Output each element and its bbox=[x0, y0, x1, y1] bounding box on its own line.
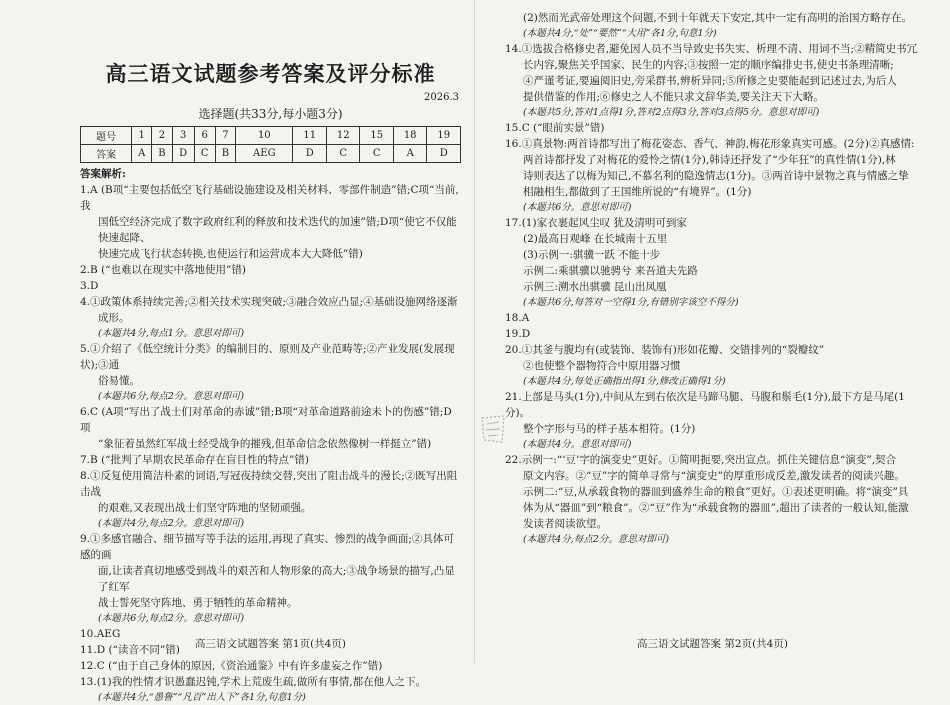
answer-continuation: 诗则表达了以梅为知己,不慕名利的隐逸情志(1分)。③两首诗中景物之真与情感之挚 bbox=[523, 170, 909, 182]
question-number-cell: 15 bbox=[360, 127, 393, 145]
answer-item: 22.示例一:“‘豆’字的演变史”更好。①简明扼要,突出宣点。抓住关键信息“演变”,契合 bbox=[505, 454, 897, 466]
answer-item: 4.①政策体系持续完善;②相关技术实现突破;③融合效应凸显;④基础设施网络逐渐 bbox=[80, 296, 458, 308]
page-title: 高三语文试题参考答案及评分标准 bbox=[105, 61, 436, 86]
row-label-question: 题号 bbox=[81, 127, 132, 145]
answer-item: 6.C (A项“写出了战士们对革命的赤诚”错;B项“对革命道路前途未卜的伤感”错;D项 bbox=[80, 406, 452, 434]
answer-table bbox=[80, 126, 461, 163]
scoring-note: (本题共6分,每点2分。意思对即可) bbox=[98, 391, 245, 402]
exam-date: 2026.3 bbox=[424, 92, 459, 103]
answer-item: 18.A bbox=[505, 312, 530, 324]
question-number-cell: 6 bbox=[194, 127, 215, 145]
question-number-row bbox=[81, 127, 461, 145]
answer-continuation: 发读者阅读欲望。 bbox=[523, 518, 607, 530]
answer-continuation: 提供借鉴的作用;⑥修史之人不能只求文辞华美,要关注天下大略。 bbox=[523, 91, 824, 103]
answer-cell: C bbox=[326, 145, 359, 163]
scoring-note: (本题共6分。意思对即可) bbox=[523, 202, 632, 213]
question-number-cell: 1 bbox=[132, 127, 152, 145]
answer-continuation: 整个字形与马的样子基本相符。(1分) bbox=[523, 423, 696, 435]
question-number-cell: 7 bbox=[215, 127, 235, 145]
question-number-cell: 3 bbox=[172, 127, 194, 145]
answer-cell: D bbox=[172, 145, 194, 163]
question-number-cell: 18 bbox=[393, 127, 426, 145]
answer-item: 1.A (B项“主要包括低空飞行基础设施建设及相关材料、零部件制造”错;C项“当前,我 bbox=[80, 184, 459, 212]
answer-item: 17.(1)家衣裹起风尘叹 犹及清明可到家 bbox=[505, 217, 687, 229]
answer-cell: A bbox=[393, 145, 426, 163]
answer-item: 14.①选拔合格修史者,避免因人员不当导致史书失实、析理不清、用词不当;②精简史书冗 bbox=[505, 43, 918, 55]
answer-continuation: 成形。 bbox=[98, 312, 130, 324]
answer-continuation: ④严谨考证,要遍阅旧史,旁采群书,辨析异同;⑤所修之史要能起到记述过去,为后人 bbox=[523, 75, 897, 87]
answer-continuation: 示例二:乘骐骥以驰骋兮 来吾道夫先路 bbox=[523, 265, 698, 277]
answer-continuation: 的艰难,又表现出战士们坚守阵地的坚韧顽强。 bbox=[98, 502, 312, 514]
analysis-heading: 答案解析: bbox=[80, 168, 126, 180]
scoring-note: (本题共4分,“愚鲁”“凡百”出人下”各1分,句意1分) bbox=[98, 692, 306, 703]
scoring-note: (本题共5分,答对1点得1分,答对2点得3分,答对3点得5分。意思对即可) bbox=[523, 107, 820, 118]
answer-item: 8.①反复使用简洁朴素的词语,写冠夜持续交替,突出了阻击战斗的漫长;②既写出阻击战 bbox=[80, 470, 458, 498]
scoring-note: (本题共4分,每点2分。意思对即可) bbox=[523, 534, 670, 545]
answer-item: 16.①真景物:两首诗都写出了梅花姿态、香气、神韵,梅花形象真实可感。(2分)②真感情: bbox=[505, 138, 915, 150]
scoring-note: (本题共4分,每点2分。意思对即可) bbox=[98, 518, 245, 529]
question-number-cell: 11 bbox=[293, 127, 326, 145]
scoring-note: (本题共4分,每处正确指出得1分,修改正确得1分) bbox=[523, 376, 726, 387]
answer-item: 7.B (“批判了早期农民革命存在盲目性的特点”错) bbox=[80, 454, 309, 466]
question-number-cell: 2 bbox=[152, 127, 172, 145]
answer-continuation: (2)然而光武帝处理这个问题,不到十年就天下安定,其中一定有高明的治国方略存在。 bbox=[523, 12, 913, 24]
row-label-answer: 答案 bbox=[81, 145, 132, 163]
answer-page-1 bbox=[0, 0, 475, 703]
answer-cell: B bbox=[152, 145, 172, 163]
answer-continuation: 相融相生,都做到了王国维所说的“有境界”。(1分) bbox=[523, 186, 752, 198]
ink-stamp-mark bbox=[478, 412, 508, 446]
answer-continuation: 快速完成飞行状态转换,也使运行和运营成本大大降低”错) bbox=[98, 248, 363, 260]
answer-item: 13.(1)我的性情才识愚蠢迟钝,学术上荒废生疏,做所有事情,都在他人之下。 bbox=[80, 676, 427, 688]
answer-cell: A bbox=[132, 145, 152, 163]
scoring-note: (本题共6分,每点2分。意思对即可) bbox=[98, 613, 245, 624]
page-footer-left: 高三语文试题答案 第1页(共4页) bbox=[195, 638, 346, 650]
answer-continuation: 体为从“器皿”到“粮食”。②“豆”作为“承载食物的器皿”,超出了读者的一般认知,能激 bbox=[523, 502, 909, 514]
answer-continuation: 面,让读者真切地感受到战斗的艰苦和人物形象的高大;③战争场景的描写,凸显了红军 bbox=[98, 565, 455, 593]
answer-item: 19.D bbox=[505, 328, 531, 340]
question-number-cell: 12 bbox=[326, 127, 359, 145]
answer-item: 21.上部是马头(1分),中间从左到右依次是马蹄马腿、马腹和鬃毛(1分),最下方是马尾(1分)。 bbox=[505, 391, 905, 419]
answer-continuation: ②也使整个器物符合中原用器习惯 bbox=[523, 360, 681, 372]
answer-item: 9.①多感官融合、细节描写等手法的运用,再现了真实、惨烈的战争画面;②具体可感的画 bbox=[80, 533, 454, 561]
answer-cell: C bbox=[360, 145, 393, 163]
answer-item: 10.AEG bbox=[80, 628, 121, 640]
answer-item: 5.①介绍了《低空统计分类》的编制目的、原则及产业范畴等;②产业发展(发展现状);③通 bbox=[80, 343, 455, 371]
page-footer-right: 高三语文试题答案 第2页(共4页) bbox=[637, 638, 788, 650]
answer-cell: C bbox=[194, 145, 215, 163]
answer-item: 2.B (“也难以在现实中落地使用”错) bbox=[80, 264, 246, 276]
answer-cell: AEG bbox=[236, 145, 293, 163]
answer-continuation: 战士誓死坚守阵地、勇于牺牲的革命精神。 bbox=[98, 597, 298, 609]
answer-continuation: (2)最高日观峰 在长城南十五里 bbox=[523, 233, 668, 245]
answer-continuation: 俗易懂。 bbox=[98, 375, 140, 387]
scoring-note: (本题共6分,每答对一空得1分,有错别字该空不得分) bbox=[523, 297, 739, 308]
answer-continuation: 原文内容。②“豆”字的简单寻常与“演变史”的厚重形成反差,激发读者的阅读兴趣。 bbox=[523, 470, 905, 482]
question-number-cell: 19 bbox=[427, 127, 461, 145]
left-answer-list bbox=[80, 182, 461, 705]
answer-item: 20.①其釜与腹均有(或装饰、装饰有)形如花瓣、交错排列的“裂瓣纹” bbox=[505, 344, 825, 356]
answer-continuation: “象征着虽然红军战士经受战争的摧残,但革命信念依然像树一样挺立”错) bbox=[98, 438, 432, 450]
answer-cell: D bbox=[427, 145, 461, 163]
section-subtitle: 选择题(共33分,每小题3分) bbox=[198, 107, 343, 121]
scoring-note: (本题共4分,每点1分。意思对即可) bbox=[98, 328, 245, 339]
answer-item: 15.C (“眼前实景”错) bbox=[505, 122, 605, 134]
answer-item: 3.D bbox=[80, 280, 99, 292]
scoring-note: (本题共4分。意思对即可) bbox=[523, 439, 632, 450]
answer-cell: B bbox=[215, 145, 235, 163]
question-number-cell: 10 bbox=[236, 127, 293, 145]
scoring-note: (本题共4分,“处”“要然”“大用”各1分,句意1分) bbox=[523, 28, 717, 39]
answer-row bbox=[81, 145, 461, 163]
answer-continuation: 示例二:“豆,从承载食物的器皿到盛养生命的粮食”更好。①表述更明确。将“演变”具 bbox=[523, 486, 909, 498]
answer-continuation: 两首诗都抒发了对梅花的爱怜之情(1分),韩诗还抒发了“少年狂”的真性情(1分),林 bbox=[523, 154, 896, 166]
answer-item: 12.C (“由于自己身体的原因,《资治通鉴》中有许多虚妄之作”错) bbox=[80, 660, 383, 672]
answer-page-2 bbox=[475, 0, 950, 663]
answer-continuation: 示例三:溯水出骐骥 昆山出凤凰 bbox=[523, 281, 667, 293]
answer-cell: D bbox=[293, 145, 326, 163]
answer-continuation: (3)示例一:骐骥一跃 不能十步 bbox=[523, 249, 661, 261]
right-answer-list bbox=[505, 10, 920, 547]
answer-continuation: 长内容,聚焦关乎国家、民生的内容;③按照一定的顺序编排史书,使史书条理清晰; bbox=[523, 59, 894, 71]
answer-item: 11.D (“读音不同”错) bbox=[80, 644, 180, 656]
answer-continuation: 国低空经济完成了数字政府红利的释放和技术迭代的加速”错;D项“使它不仅能快速起降、 bbox=[98, 216, 457, 244]
